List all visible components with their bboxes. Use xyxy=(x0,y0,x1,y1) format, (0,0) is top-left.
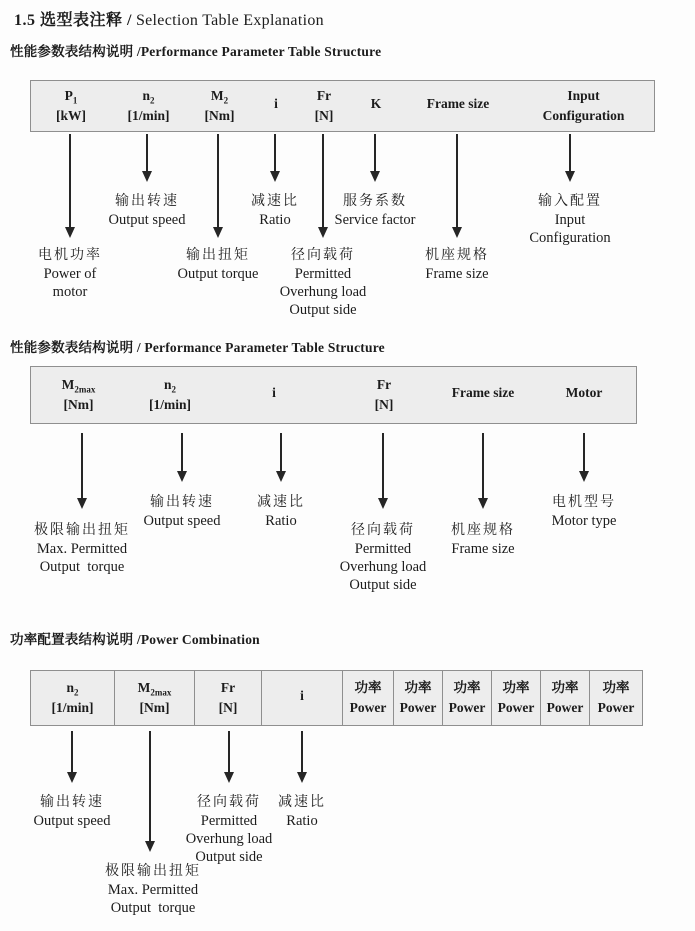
callout-line-en: Configuration xyxy=(529,230,611,246)
column-unit: Configuration xyxy=(542,108,625,123)
header-cell-power-3 xyxy=(442,671,491,725)
arrow-shaft xyxy=(181,433,183,471)
column-unit: [N] xyxy=(374,397,394,412)
column-unit: [Nm] xyxy=(63,397,94,412)
column-symbol: $n_2$ xyxy=(66,680,79,698)
callout-line-en: Output torque xyxy=(110,900,196,916)
header-cell-m2max xyxy=(31,367,126,423)
header-cell-i xyxy=(253,81,299,131)
column-symbol: i xyxy=(274,96,278,111)
callout-line-en: Motor type xyxy=(551,513,617,529)
callout-frame-size xyxy=(377,246,537,283)
arrow-motor xyxy=(578,433,590,482)
arrow-shaft xyxy=(382,433,384,498)
column-unit: Power xyxy=(448,700,486,715)
arrow-shaft xyxy=(274,134,276,171)
arrow-head-icon xyxy=(565,171,575,182)
column-unit: [Nm] xyxy=(139,700,170,715)
column-unit: Power xyxy=(349,700,387,715)
arrow-shaft xyxy=(569,134,571,171)
arrow-m2max xyxy=(76,433,88,509)
page-title-zh: 1.5 选型表注释 / xyxy=(14,12,132,29)
header-cell-frame-size xyxy=(434,367,532,423)
callout-line-en: Max. Permitted xyxy=(107,882,199,898)
column-symbol: Fr xyxy=(376,377,392,392)
header-cell-p1 xyxy=(31,81,111,131)
callout-line-cn: 径向载荷 xyxy=(291,247,355,263)
arrow-n2 xyxy=(66,731,78,783)
callout-line-en: Output torque xyxy=(177,266,259,282)
column-symbol: $n_2$ xyxy=(163,377,176,395)
callout-line-en: Service factor xyxy=(334,212,416,228)
arrow-head-icon xyxy=(297,772,307,783)
arrow-head-icon xyxy=(177,471,187,482)
column-symbol: 功率 xyxy=(453,680,481,695)
header-cell-frame-size xyxy=(403,81,513,131)
section1-heading: 性能参数表结构说明 /Performance Parameter Table Structure xyxy=(10,44,382,59)
column-unit: [1/min] xyxy=(149,397,191,412)
column-symbol: $M_2$ xyxy=(210,88,229,106)
header-cell-i xyxy=(261,671,342,725)
callout-line-en: Output side xyxy=(289,302,357,318)
callout-motor-type xyxy=(504,493,664,530)
callout-line-en: Overhung load xyxy=(339,559,427,575)
callout-line-en: Max. Permitted xyxy=(36,541,128,557)
arrow-head-icon xyxy=(276,471,286,482)
callout-line-cn: 机座规格 xyxy=(425,247,489,263)
column-unit: Power xyxy=(399,700,437,715)
header-cell-power-1 xyxy=(342,671,393,725)
column-symbol: 功率 xyxy=(602,680,630,695)
column-symbol: Frame size xyxy=(426,96,490,111)
arrow-i xyxy=(269,134,281,182)
column-unit: [1/min] xyxy=(51,700,94,715)
callout-input-configuration xyxy=(490,192,650,247)
callout-line-en: Overhung load xyxy=(279,284,367,300)
column-symbol: 功率 xyxy=(354,680,382,695)
callout-line-en: Output speed xyxy=(108,212,186,228)
section1-header-table xyxy=(30,80,655,132)
column-unit: Power xyxy=(546,700,584,715)
arrow-shaft xyxy=(146,134,148,171)
arrow-head-icon xyxy=(224,772,234,783)
callout-line-en: motor xyxy=(52,284,88,300)
column-symbol: 功率 xyxy=(502,680,530,695)
arrow-input-configuration xyxy=(564,134,576,182)
arrow-head-icon xyxy=(378,498,388,509)
callout-line-cn: 电机功率 xyxy=(38,247,102,263)
column-unit: [Nm] xyxy=(204,108,235,123)
callout-line-cn: 机座规格 xyxy=(451,522,515,538)
column-symbol: $n_2$ xyxy=(142,88,155,106)
column-unit: [1/min] xyxy=(127,108,170,123)
header-cell-k xyxy=(349,81,403,131)
column-unit: [N] xyxy=(314,108,334,123)
header-cell-m2max xyxy=(114,671,194,725)
header-cell-m2 xyxy=(186,81,253,131)
callout-line-cn: 极限输出扭矩 xyxy=(105,863,201,879)
column-unit: [kW] xyxy=(56,108,86,123)
callout-line-en: Power of xyxy=(43,266,97,282)
arrow-shaft xyxy=(81,433,83,498)
callout-line-en: Input xyxy=(554,212,586,228)
header-cell-n2 xyxy=(111,81,186,131)
section3-header-table xyxy=(30,670,643,726)
column-symbol: Frame size xyxy=(451,385,515,400)
callout-line-en: Permitted xyxy=(294,266,352,282)
callout-line-en: Output torque xyxy=(39,559,125,575)
column-symbol: i xyxy=(272,385,276,400)
callout-line-cn: 输出转速 xyxy=(40,794,104,810)
callout-line-cn: 减速比 xyxy=(251,193,299,209)
callout-line-en: Output side xyxy=(349,577,417,593)
column-symbol: Fr xyxy=(316,88,332,103)
callout-line-en: Frame size xyxy=(451,541,515,557)
header-cell-fr xyxy=(334,367,434,423)
callout-service-factor xyxy=(295,192,455,229)
page-title xyxy=(14,7,324,30)
arrow-head-icon xyxy=(142,171,152,182)
column-symbol: i xyxy=(300,688,304,703)
column-symbol: $P_1$ xyxy=(64,88,78,106)
header-cell-i xyxy=(214,367,334,423)
arrow-shaft xyxy=(583,433,585,471)
arrow-shaft xyxy=(71,731,73,772)
page-title-en: Selection Table Explanation xyxy=(135,12,324,29)
arrow-n2 xyxy=(141,134,153,182)
callout-line-cn: 径向载荷 xyxy=(197,794,261,810)
arrow-shaft xyxy=(374,134,376,171)
callout-line-en: Output speed xyxy=(33,813,111,829)
arrow-fr xyxy=(223,731,235,783)
callout-line-cn: 输出转速 xyxy=(150,494,214,510)
callout-line-cn: 减速比 xyxy=(278,794,326,810)
header-cell-fr xyxy=(299,81,349,131)
callout-line-cn: 径向载荷 xyxy=(351,522,415,538)
callout-power-of-motor xyxy=(0,246,150,301)
column-unit: [N] xyxy=(218,700,238,715)
arrow-n2 xyxy=(176,433,188,482)
callout-line-en: Output side xyxy=(195,849,263,865)
column-symbol: 功率 xyxy=(404,680,432,695)
callout-ratio xyxy=(222,793,382,830)
column-symbol: K xyxy=(370,96,382,111)
header-cell-power-6 xyxy=(589,671,642,725)
header-cell-power-2 xyxy=(393,671,442,725)
arrow-i xyxy=(296,731,308,783)
arrow-head-icon xyxy=(478,498,488,509)
header-cell-n2 xyxy=(126,367,214,423)
arrow-shaft xyxy=(482,433,484,498)
column-unit: Power xyxy=(497,700,535,715)
callout-line-en: Permitted xyxy=(354,541,412,557)
callout-line-cn: 电机型号 xyxy=(552,494,616,510)
header-cell-motor xyxy=(532,367,636,423)
column-unit: Power xyxy=(597,700,635,715)
column-symbol: Fr xyxy=(220,680,236,695)
callout-line-cn: 极限输出扭矩 xyxy=(34,522,130,538)
callout-line-en: Permitted xyxy=(200,813,258,829)
section2-header-table xyxy=(30,366,637,424)
callout-line-en: Frame size xyxy=(425,266,489,282)
callout-line-en: Ratio xyxy=(286,813,318,829)
callout-line-en: Output speed xyxy=(143,513,221,529)
callout-line-en: Ratio xyxy=(259,212,291,228)
callout-line-cn: 输出转速 xyxy=(115,193,179,209)
arrow-shaft xyxy=(228,731,230,772)
callout-line-en: Overhung load xyxy=(185,831,273,847)
header-cell-power-4 xyxy=(491,671,540,725)
arrow-head-icon xyxy=(370,171,380,182)
callout-line-cn: 输出扭矩 xyxy=(186,247,250,263)
section2-heading: 性能参数表结构说明 / Performance Parameter Table Structure xyxy=(10,340,385,355)
arrow-head-icon xyxy=(77,498,87,509)
header-cell-fr xyxy=(194,671,261,725)
column-symbol: $M_{2max}$ xyxy=(61,377,96,395)
arrow-k xyxy=(369,134,381,182)
section3-heading: 功率配置表结构说明 /Power Combination xyxy=(10,632,260,647)
column-symbol: Motor xyxy=(565,385,603,400)
callout-line-en: Ratio xyxy=(265,513,297,529)
arrow-head-icon xyxy=(67,772,77,783)
column-symbol: $M_{2max}$ xyxy=(137,680,172,698)
arrow-head-icon xyxy=(270,171,280,182)
arrow-i xyxy=(275,433,287,482)
arrow-head-icon xyxy=(579,471,589,482)
header-cell-input-configuration xyxy=(513,81,654,131)
callout-max-output-torque xyxy=(73,862,233,917)
callout-line-cn: 输入配置 xyxy=(538,193,602,209)
header-cell-n2 xyxy=(31,671,114,725)
header-cell-power-5 xyxy=(540,671,589,725)
arrow-shaft xyxy=(280,433,282,471)
arrow-frame-size xyxy=(477,433,489,509)
column-symbol: 功率 xyxy=(551,680,579,695)
callout-line-cn: 服务系数 xyxy=(343,193,407,209)
column-symbol: Input xyxy=(567,88,600,103)
arrow-shaft xyxy=(301,731,303,772)
callout-line-cn: 减速比 xyxy=(257,494,305,510)
arrow-shaft xyxy=(456,134,458,227)
arrow-fr xyxy=(377,433,389,509)
callout-output-speed xyxy=(0,793,152,830)
